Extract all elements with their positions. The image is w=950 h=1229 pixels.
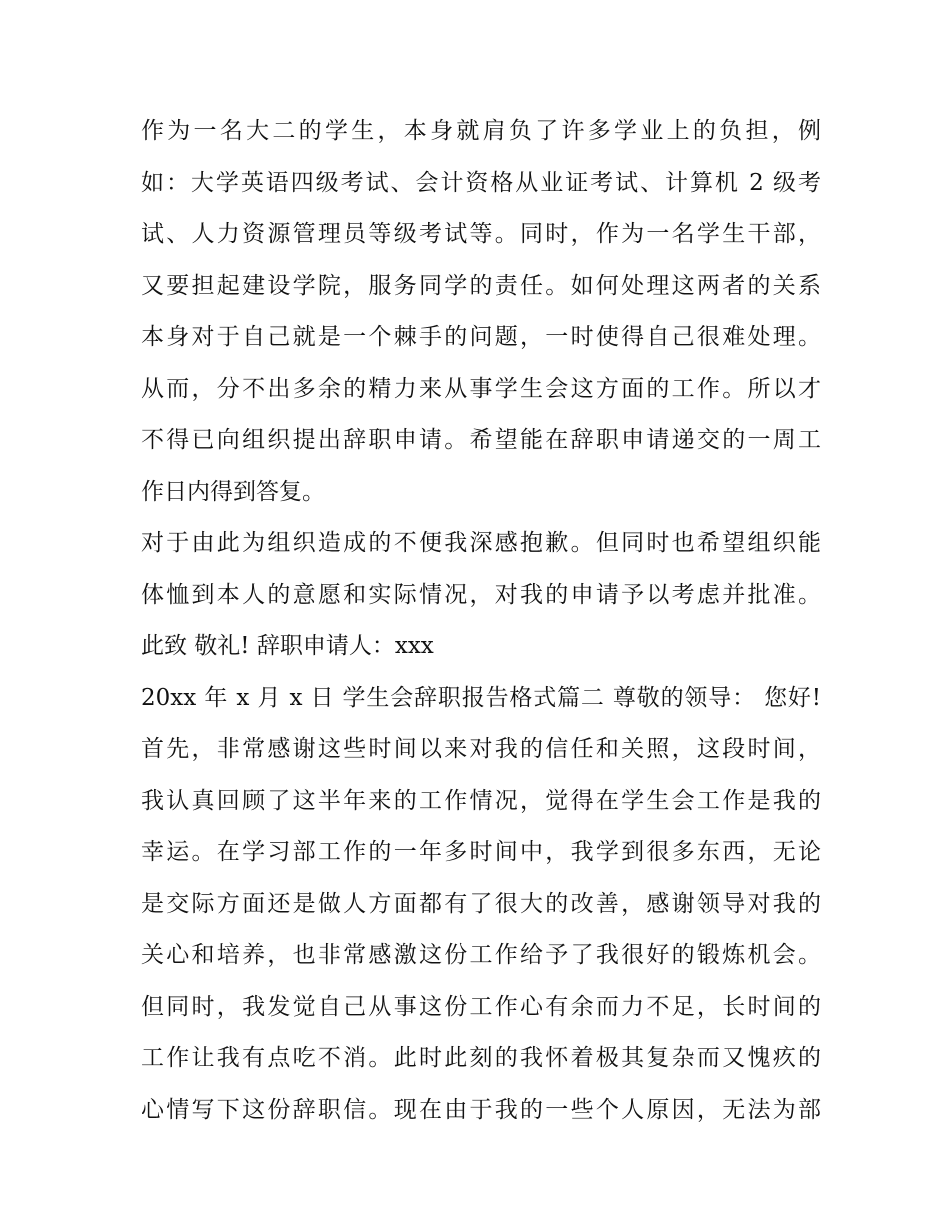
- text-line: 但同时，我发觉自己从事这份工作心有余而力不足，长时间的: [141, 993, 821, 1020]
- text-line: 试、人力资源管理员等级考试等。同时，作为一名学生干部，: [141, 221, 821, 247]
- text-line: 从而，分不出多余的精力来从事学生会这方面的工作。所以才: [141, 375, 821, 402]
- document-body: [141, 106, 821, 1136]
- text-line: 不得已向组织提出辞职申请。希望能在辞职申请递交的一周工: [141, 427, 821, 453]
- text-line: 幸运。在学习部工作的一年多时间中，我学到很多东西，无论: [141, 839, 821, 865]
- text-line: 首先，非常感谢这些时间以来对我的信任和关照，这段时间，: [141, 736, 821, 762]
- text-line: 作日内得到答复。: [141, 478, 325, 505]
- text-line: 作为一名大二的学生，本身就肩负了许多学业上的负担，例: [141, 118, 821, 144]
- text-line: 我认真回顾了这半年来的工作情况，觉得在学生会工作是我的: [141, 787, 821, 814]
- text-line: 体恤到本人的意愿和实际情况，对我的申请予以考虑并批准。: [141, 581, 821, 608]
- text-line: 20xx 年 x 月 x 日 学生会辞职报告格式篇二 尊敬的领导： 您好!: [141, 684, 821, 711]
- text-line: 本身对于自己就是一个棘手的问题，一时使得自己很难处理。: [141, 324, 821, 350]
- text-line: 关心和培养，也非常感激这份工作给予了我很好的锻炼机会。: [141, 942, 821, 968]
- text-line: 此致 敬礼! 辞职申请人：xxx: [141, 633, 434, 659]
- text-line: 如：大学英语四级考试、会计资格从业证考试、计算机 2 级考: [141, 169, 821, 196]
- text-line: 心情写下这份辞职信。现在由于我的一些个人原因，无法为部: [141, 1096, 821, 1123]
- text-line: 又要担起建设学院，服务同学的责任。如何处理这两者的关系: [141, 272, 821, 299]
- text-line: 工作让我有点吃不消。此时此刻的我怀着极其复杂而又愧疚的: [141, 1045, 821, 1071]
- text-line: 是交际方面还是做人方面都有了很大的改善，感谢领导对我的: [141, 890, 821, 917]
- text-line: 对于由此为组织造成的不便我深感抱歉。但同时也希望组织能: [141, 530, 821, 556]
